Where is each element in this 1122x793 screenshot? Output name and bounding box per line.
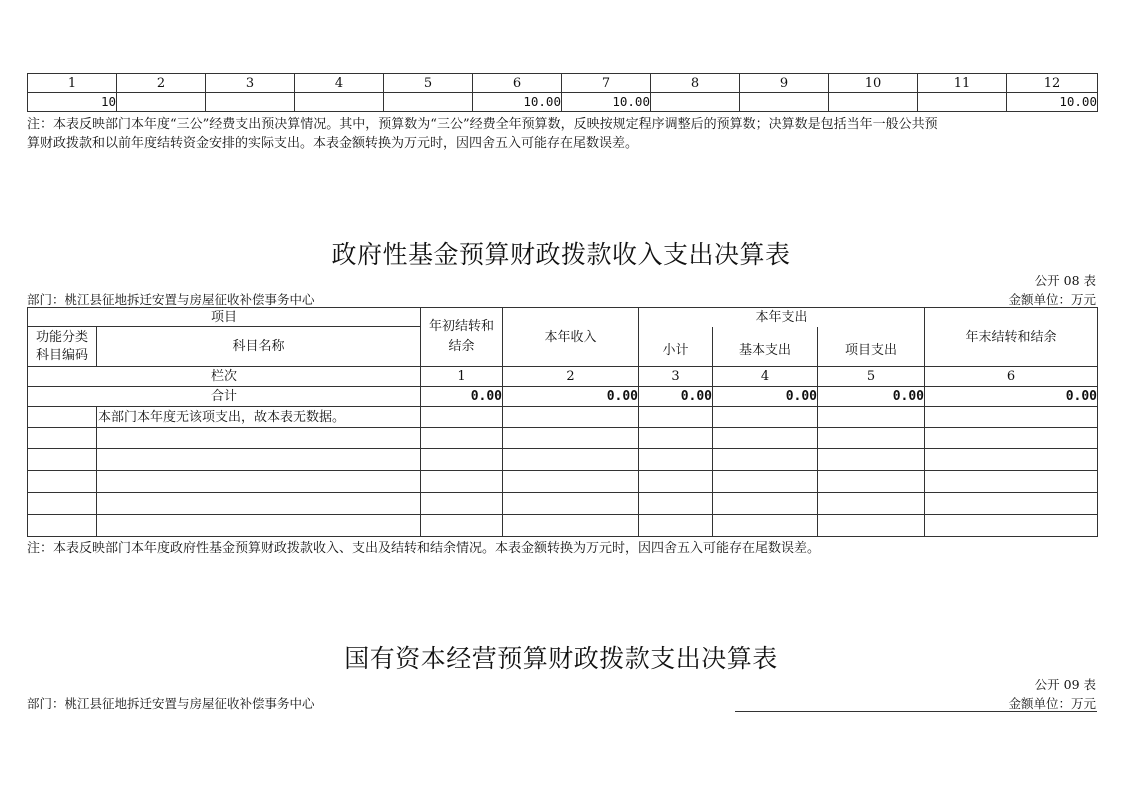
table-row bbox=[28, 407, 1098, 428]
header-end-balance: 年末结转和结余 bbox=[925, 308, 1098, 367]
table-cell bbox=[818, 515, 925, 537]
table-07-cell-6: 10.00 bbox=[473, 93, 562, 112]
table-07-note-line-1: 注：本表反映部门本年度“三公”经费支出预决算情况。其中，预算数为“三公”经费全年预算数，反映按规定程序调整后的预算数；决算数是包括当年一般公共预 bbox=[27, 117, 938, 132]
table-07-cell-8 bbox=[651, 93, 740, 112]
table-08-column-row bbox=[28, 367, 1098, 387]
table-cell bbox=[28, 449, 97, 471]
total-value-5: 0.00 bbox=[818, 387, 925, 407]
column-number-5: 5 bbox=[818, 367, 925, 387]
table-cell bbox=[28, 471, 97, 493]
table-07-cell-5 bbox=[384, 93, 473, 112]
column-number-3: 3 bbox=[639, 367, 713, 387]
table-cell bbox=[503, 515, 639, 537]
table-cell bbox=[925, 493, 1098, 515]
column-number-2: 2 bbox=[503, 367, 639, 387]
table-cell bbox=[713, 428, 818, 449]
table-row bbox=[28, 471, 1098, 493]
table-cell bbox=[28, 407, 97, 428]
header-subject-name: 科目名称 bbox=[97, 327, 421, 367]
table-07-note-line-2: 算财政拨款和以前年度结转资金安排的实际支出。本表金额转换为万元时，因四舍五入可能存在尾数误差。 bbox=[27, 136, 639, 151]
table-cell bbox=[639, 449, 713, 471]
table-cell bbox=[713, 407, 818, 428]
table-cell bbox=[503, 428, 639, 449]
column-number-6: 6 bbox=[925, 367, 1098, 387]
table-07-data-row bbox=[28, 93, 1098, 112]
column-row-label: 栏次 bbox=[28, 367, 421, 387]
table-cell bbox=[97, 515, 421, 537]
header-func-code-line-2: 科目编码 bbox=[35, 347, 88, 363]
table-cell bbox=[421, 407, 503, 428]
table-07 bbox=[27, 73, 1098, 112]
table-cell bbox=[713, 471, 818, 493]
table-08-total-row bbox=[28, 387, 1098, 407]
header-func-code bbox=[28, 327, 97, 367]
table-cell bbox=[818, 493, 925, 515]
table-07-cell-7: 10.00 bbox=[562, 93, 651, 112]
table-07-cell-2 bbox=[117, 93, 206, 112]
table-07-cell-11 bbox=[918, 93, 1007, 112]
table-07-col-6: 6 bbox=[473, 74, 562, 93]
header-begin-balance bbox=[421, 308, 503, 367]
table-09-department: 部门：桃江县征地拆迁安置与房屋征收补偿事务中心 bbox=[27, 696, 315, 711]
table-row bbox=[28, 428, 1098, 449]
table-07-header-row bbox=[28, 74, 1098, 93]
table-cell bbox=[97, 471, 421, 493]
table-cell bbox=[925, 515, 1098, 537]
table-09-title: 国有资本经营预算财政拨款支出决算表 bbox=[344, 644, 778, 673]
table-cell bbox=[818, 428, 925, 449]
table-cell bbox=[503, 493, 639, 515]
header-income: 本年收入 bbox=[503, 308, 639, 367]
table-07-cell-4 bbox=[295, 93, 384, 112]
table-07-col-7: 7 bbox=[562, 74, 651, 93]
empty-message: 本部门本年度无该项支出，故本表无数据。 bbox=[97, 407, 421, 428]
total-row-label: 合计 bbox=[28, 387, 421, 407]
table-08-note: 注：本表反映部门本年度政府性基金预算财政拨款收入、支出及结转和结余情况。本表金额转换为万元时，因四舍五入可能存在尾数误差。 bbox=[27, 541, 821, 556]
table-cell bbox=[421, 515, 503, 537]
table-07-col-9: 9 bbox=[740, 74, 829, 93]
table-cell bbox=[97, 428, 421, 449]
table-cell bbox=[639, 493, 713, 515]
table-08 bbox=[27, 307, 1098, 537]
table-cell bbox=[639, 515, 713, 537]
table-cell bbox=[503, 449, 639, 471]
table-cell bbox=[421, 493, 503, 515]
table-cell bbox=[97, 449, 421, 471]
header-project: 项目 bbox=[28, 308, 421, 327]
column-number-1: 1 bbox=[421, 367, 503, 387]
table-row bbox=[28, 449, 1098, 471]
table-08-department: 部门：桃江县征地拆迁安置与房屋征收补偿事务中心 bbox=[27, 292, 315, 307]
table-cell bbox=[421, 449, 503, 471]
total-value-2: 0.00 bbox=[503, 387, 639, 407]
table-07-col-5: 5 bbox=[384, 74, 473, 93]
header-basic: 基本支出 bbox=[713, 327, 818, 367]
table-07-col-8: 8 bbox=[651, 74, 740, 93]
table-07-cell-1: 10 bbox=[28, 93, 117, 112]
table-07-col-1: 1 bbox=[28, 74, 117, 93]
table-09-unit: 金额单位：万元 bbox=[1008, 696, 1096, 711]
table-cell bbox=[639, 407, 713, 428]
table-cell bbox=[713, 493, 818, 515]
column-number-4: 4 bbox=[713, 367, 818, 387]
table-07-col-11: 11 bbox=[918, 74, 1007, 93]
table-cell bbox=[818, 449, 925, 471]
table-row bbox=[28, 493, 1098, 515]
table-cell bbox=[925, 471, 1098, 493]
table-07-cell-3 bbox=[206, 93, 295, 112]
table-07-col-4: 4 bbox=[295, 74, 384, 93]
total-value-3: 0.00 bbox=[639, 387, 713, 407]
table-cell bbox=[925, 449, 1098, 471]
table-cell bbox=[97, 493, 421, 515]
table-cell bbox=[818, 471, 925, 493]
table-08-title: 政府性基金预算财政拨款收入支出决算表 bbox=[331, 240, 791, 269]
table-09-top-rule bbox=[735, 711, 1097, 712]
table-07-cell-12: 10.00 bbox=[1007, 93, 1098, 112]
table-09-code: 公开 09 表 bbox=[1034, 677, 1096, 692]
table-08-header-row-1 bbox=[28, 308, 1098, 327]
table-row bbox=[28, 515, 1098, 537]
table-cell bbox=[713, 515, 818, 537]
table-cell bbox=[925, 407, 1098, 428]
table-cell bbox=[421, 471, 503, 493]
table-cell bbox=[28, 428, 97, 449]
total-value-6: 0.00 bbox=[925, 387, 1098, 407]
header-subtotal: 小计 bbox=[639, 327, 713, 367]
table-07-col-3: 3 bbox=[206, 74, 295, 93]
table-cell bbox=[713, 449, 818, 471]
header-begin-balance-line-2: 结余 bbox=[448, 339, 475, 354]
table-cell bbox=[28, 493, 97, 515]
table-cell bbox=[28, 515, 97, 537]
total-value-4: 0.00 bbox=[713, 387, 818, 407]
header-func-code-line-1: 功能分类 bbox=[35, 329, 88, 345]
table-cell bbox=[818, 407, 925, 428]
table-cell bbox=[503, 471, 639, 493]
header-project-exp: 项目支出 bbox=[818, 327, 925, 367]
table-08-unit: 金额单位：万元 bbox=[1008, 292, 1096, 307]
table-08-code: 公开 08 表 bbox=[1034, 273, 1096, 288]
table-07-col-12: 12 bbox=[1007, 74, 1098, 93]
table-07-cell-9 bbox=[740, 93, 829, 112]
table-07-cell-10 bbox=[829, 93, 918, 112]
table-07-col-10: 10 bbox=[829, 74, 918, 93]
table-cell bbox=[925, 428, 1098, 449]
header-expense: 本年支出 bbox=[639, 308, 925, 327]
header-begin-balance-line-1: 年初结转和 bbox=[429, 319, 495, 334]
table-cell bbox=[421, 428, 503, 449]
table-cell bbox=[503, 407, 639, 428]
table-cell bbox=[639, 428, 713, 449]
total-value-1: 0.00 bbox=[421, 387, 503, 407]
table-cell bbox=[639, 471, 713, 493]
table-07-col-2: 2 bbox=[117, 74, 206, 93]
